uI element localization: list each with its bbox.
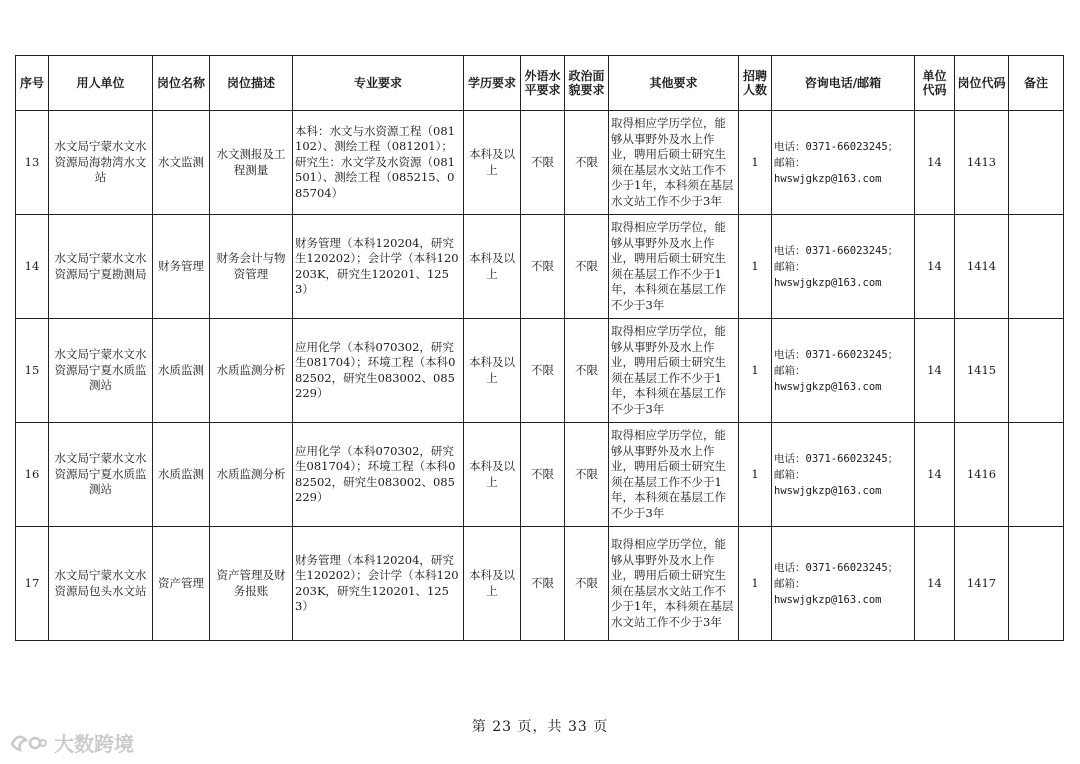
cell-unit: 水文局宁蒙水文水资源局宁夏勘测局 <box>49 215 153 319</box>
cell-language: 不限 <box>521 527 565 641</box>
cell-major: 财务管理（本科120204，研究生120202）；会计学（本科120203K，研究生120201、1253） <box>293 527 464 641</box>
header-unit-code: 单位代码 <box>915 56 955 111</box>
cell-post-code: 1413 <box>955 111 1009 215</box>
recruitment-table <box>15 55 1064 641</box>
contact-email: hwswjgkzp@163.com <box>774 593 882 606</box>
cell-post-code: 1416 <box>955 423 1009 527</box>
cell-other: 取得相应学历学位，能够从事野外及水上作业，聘用后硕士研究生须在基层水文站工作不少于1年，本科须在基层水文站工作不少于3年 <box>609 111 739 215</box>
header-education: 学历要求 <box>464 56 521 111</box>
header-post-desc: 岗位描述 <box>210 56 293 111</box>
cell-post-desc: 水质监测分析 <box>210 319 293 423</box>
cell-education: 本科及以上 <box>464 111 521 215</box>
cell-political: 不限 <box>565 319 609 423</box>
header-post-name: 岗位名称 <box>153 56 210 111</box>
cell-other: 取得相应学历学位，能够从事野外及水上作业，聘用后硕士研究生须在基层工作不少于1年，本科须在基层工作不少于3年 <box>609 319 739 423</box>
cell-seq: 16 <box>16 423 49 527</box>
contact-email-label: 邮箱： <box>774 260 806 273</box>
contact-phone: 电话：0371-66023245； <box>774 561 899 574</box>
cell-education: 本科及以上 <box>464 215 521 319</box>
header-row <box>16 56 1064 111</box>
cell-education: 本科及以上 <box>464 319 521 423</box>
cell-remark <box>1009 215 1064 319</box>
cell-major: 应用化学（本科070302，研究生081704）；环境工程（本科082502，研究生083002、085229） <box>293 319 464 423</box>
cell-seq: 15 <box>16 319 49 423</box>
cell-post-name: 水质监测 <box>153 319 210 423</box>
watermark <box>8 728 134 757</box>
cell-count: 1 <box>739 111 772 215</box>
table-row <box>16 527 1064 641</box>
table-row <box>16 319 1064 423</box>
cell-education: 本科及以上 <box>464 423 521 527</box>
cell-post-code: 1414 <box>955 215 1009 319</box>
contact-email-label: 邮箱： <box>774 468 806 481</box>
cell-political: 不限 <box>565 527 609 641</box>
contact-phone: 电话：0371-66023245； <box>774 452 899 465</box>
cell-major: 财务管理（本科120204，研究生120202）；会计学（本科120203K，研究生120201、1253） <box>293 215 464 319</box>
header-major: 专业要求 <box>293 56 464 111</box>
cell-education: 本科及以上 <box>464 527 521 641</box>
header-unit: 用人单位 <box>49 56 153 111</box>
cell-post-desc: 财务会计与物资管理 <box>210 215 293 319</box>
cell-post-desc: 资产管理及财务报账 <box>210 527 293 641</box>
cell-post-code: 1415 <box>955 319 1009 423</box>
cell-post-desc: 水文测报及工程测量 <box>210 111 293 215</box>
contact-email: hwswjgkzp@163.com <box>774 276 882 289</box>
contact-email: hwswjgkzp@163.com <box>774 172 882 185</box>
header-other: 其他要求 <box>609 56 739 111</box>
cell-political: 不限 <box>565 423 609 527</box>
cell-unit: 水文局宁蒙水文水资源局包头水文站 <box>49 527 153 641</box>
cell-unit: 水文局宁蒙水文水资源局宁夏水质监测站 <box>49 423 153 527</box>
cell-language: 不限 <box>521 319 565 423</box>
cell-contact <box>772 111 915 215</box>
table-row <box>16 215 1064 319</box>
cell-seq: 14 <box>16 215 49 319</box>
cell-remark <box>1009 319 1064 423</box>
page-number: 第 23 页，共 33 页 <box>471 719 609 735</box>
header-seq: 序号 <box>16 56 49 111</box>
header-remark: 备注 <box>1009 56 1064 111</box>
cell-post-code: 1417 <box>955 527 1009 641</box>
header-count: 招聘人数 <box>739 56 772 111</box>
cell-seq: 17 <box>16 527 49 641</box>
cell-language: 不限 <box>521 423 565 527</box>
table-row <box>16 111 1064 215</box>
cell-count: 1 <box>739 527 772 641</box>
cell-major: 本科：水文与水资源工程（081102）、测绘工程（081201）；研究生：水文学及水资源（081501）、测绘工程（085215、085704） <box>293 111 464 215</box>
cell-post-desc: 水质监测分析 <box>210 423 293 527</box>
cell-contact <box>772 527 915 641</box>
cell-unit-code: 14 <box>915 527 955 641</box>
header-post-code: 岗位代码 <box>955 56 1009 111</box>
cell-post-name: 水文监测 <box>153 111 210 215</box>
cell-other: 取得相应学历学位，能够从事野外及水上作业，聘用后硕士研究生须在基层工作不少于1年，本科须在基层工作不少于3年 <box>609 423 739 527</box>
cell-remark <box>1009 423 1064 527</box>
cell-post-name: 水质监测 <box>153 423 210 527</box>
contact-email-label: 邮箱： <box>774 364 806 377</box>
cell-major: 应用化学（本科070302，研究生081704）；环境工程（本科082502，研究生083002、085229） <box>293 423 464 527</box>
contact-phone: 电话：0371-66023245； <box>774 348 899 361</box>
cell-unit-code: 14 <box>915 319 955 423</box>
cell-contact <box>772 423 915 527</box>
header-contact: 咨询电话/邮箱 <box>772 56 915 111</box>
contact-email: hwswjgkzp@163.com <box>774 380 882 393</box>
cell-other: 取得相应学历学位，能够从事野外及水上作业，聘用后硕士研究生须在基层水文站工作不少于1年，本科须在基层水文站工作不少于3年 <box>609 527 739 641</box>
header-political: 政治面貌要求 <box>565 56 609 111</box>
cell-unit: 水文局宁蒙水文水资源局宁夏水质监测站 <box>49 319 153 423</box>
cell-political: 不限 <box>565 215 609 319</box>
contact-email-label: 邮箱： <box>774 156 806 169</box>
cell-contact <box>772 319 915 423</box>
contact-phone: 电话：0371-66023245； <box>774 244 899 257</box>
watermark-text: 大数跨境 <box>54 732 134 756</box>
contact-phone: 电话：0371-66023245； <box>774 140 899 153</box>
table-row <box>16 423 1064 527</box>
watermark-logo-icon <box>8 730 48 756</box>
cell-language: 不限 <box>521 215 565 319</box>
cell-count: 1 <box>739 319 772 423</box>
cell-seq: 13 <box>16 111 49 215</box>
contact-email-label: 邮箱： <box>774 577 806 590</box>
cell-contact <box>772 215 915 319</box>
cell-language: 不限 <box>521 111 565 215</box>
cell-unit-code: 14 <box>915 423 955 527</box>
cell-unit: 水文局宁蒙水文水资源局海勃湾水文站 <box>49 111 153 215</box>
cell-unit-code: 14 <box>915 111 955 215</box>
contact-email: hwswjgkzp@163.com <box>774 484 882 497</box>
cell-post-name: 资产管理 <box>153 527 210 641</box>
cell-remark <box>1009 111 1064 215</box>
cell-remark <box>1009 527 1064 641</box>
cell-count: 1 <box>739 423 772 527</box>
header-language: 外语水平要求 <box>521 56 565 111</box>
cell-post-name: 财务管理 <box>153 215 210 319</box>
cell-unit-code: 14 <box>915 215 955 319</box>
cell-other: 取得相应学历学位，能够从事野外及水上作业，聘用后硕士研究生须在基层工作不少于1年，本科须在基层工作不少于3年 <box>609 215 739 319</box>
cell-political: 不限 <box>565 111 609 215</box>
cell-count: 1 <box>739 215 772 319</box>
